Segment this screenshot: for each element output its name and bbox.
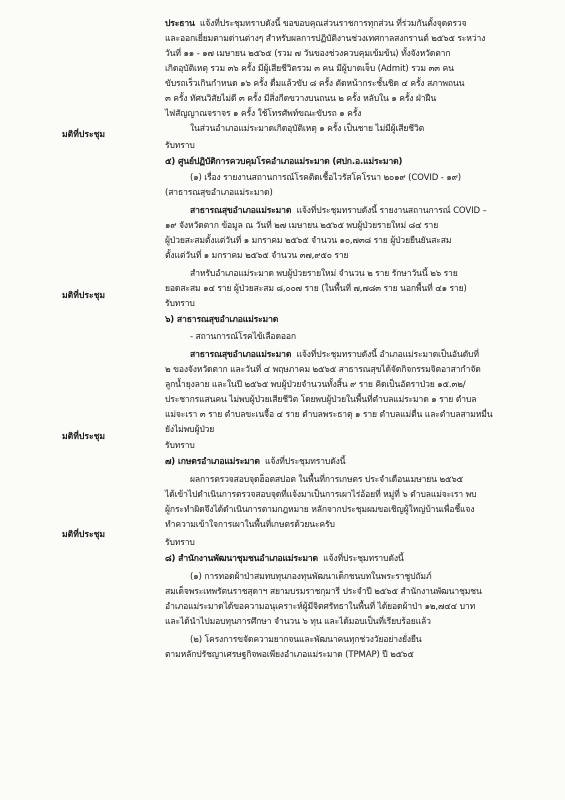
chair-line-4: เกิดอุบัติเหตุ รวม ๓๖ ครั้ง มีผู้เสียชีวิตรวม ๓ คน มีผู้บาดเจ็บ (Admit) รวม ๓๓ คน — [165, 64, 454, 74]
section-7-header — [165, 456, 345, 468]
section-6-line-6: ยังไม่พบผู้ป่วย — [165, 425, 215, 435]
section-6-bullet: - สถานการณ์โรคไข้เลือดออก — [190, 332, 296, 342]
section-8-line-6: ตามหลักปรัชญาเศรษฐกิจพอเพียงอำเภอแม่ระมาด (TPMAP) ปี ๒๕๖๕ — [165, 650, 414, 660]
ack-2: รับทราบ — [165, 299, 195, 309]
section-7-rest: แจ้งที่ประชุมทราบดังนี้ — [264, 457, 346, 467]
ack-3: รับทราบ — [165, 441, 195, 451]
section-6-text-1: แจ้งที่ประชุมทราบดังนี้ อำเภอแม่ระมาดเป็นอันดับที่ — [296, 350, 479, 360]
section-5-line-6: ยอดสะสม ๑๔ ราย ผู้ป่วยสะสม ๘,๐๐๗ ราย (ในพื้นที่ ๗,๗๘๓ ราย นอกพื้นที่ ๔๑ ราย) — [165, 284, 467, 294]
chair-lead: ประธาน — [165, 19, 195, 29]
chair-line-6: ๓ ครั้ง ทัศนวิสัยไม่ดี ๓ ครั้ง มีสิ่งกีดขวางบนถนน ๒ ครั้ง หลับใน ๑ ครั้ง ฝ่าฝืน — [165, 94, 437, 104]
resolution-label-1: มติที่ประชุม — [62, 130, 106, 140]
section-5-lead: สาธารณสุขอำเภอแม่ระมาด — [190, 206, 292, 216]
resolution-label-4: มติที่ประชุม — [62, 530, 106, 540]
section-5-line-1 — [190, 205, 487, 217]
section-6-line-4: ประชากรแสนคน ไม่พบผู้ป่วยเสียชีวิต โดยพบผู้ป่วยในพื้นที่ตำบลแม่ระมาด ๑ ราย ตำบล — [165, 395, 477, 405]
section-6-title: ๖) สาธารณสุขอำเภอแม่ระมาด — [165, 315, 279, 325]
ack-4: รับทราบ — [165, 538, 195, 548]
section-5-text-1: แจ้งที่ประชุมทราบดังนี้ รายงานสถานการณ์ COVID – — [296, 206, 487, 216]
section-7-line-4: ทำความเข้าใจการเผาในพื้นที่เกษตรด้วยนะครับ — [165, 520, 335, 530]
section-8-header — [165, 553, 404, 565]
section-7-line-3: ผู้กระทำผิดจึงได้ดำเนินการตามกฎหมาย หลักจากประชุมผมขอเชิญผู้ใหญ่บ้านเพื่อชี้แจง — [165, 505, 475, 515]
section-5-line-5: สำหรับอำเภอแม่ระมาด พบผู้ป่วยรายใหม่ จำนวน ๒ ราย รักษาวันนี้ ๒๖ ราย — [190, 269, 458, 279]
section-7-line-1: ผลการตรวจสอบจุดฮ็อตสปอต ในพื้นที่การเกษตร ประจำเดือนเมษายน ๒๕๖๕ — [190, 475, 464, 485]
section-5-line-2: ๑๙ จังหวัดตาก ข้อมูล ณ วันที่ ๒๗ เมษายน ๒๕๖๕ พบผู้ป่วยรายใหม่ ๘๔ ราย — [165, 221, 439, 231]
section-6-line-2: ๒ ของจังหวัดตาก และวันที่ ๔ พฤษภาคม ๒๕๖๕ สาธารณสุขได้จัดกิจกรรมจิตอาสากำจัด — [165, 365, 481, 375]
section-5-title: ๕) ศูนย์ปฏิบัติการควบคุมโรคอำเภอแม่ระมาด (ศปก.อ.แม่ระมาด) — [165, 157, 403, 167]
section-5-line-4: ตั้งแต่วันที่ ๑ มกราคม ๒๕๖๕ จำนวน ๓๗,๙๕๐ ราย — [165, 251, 349, 261]
chair-line-5: ขับรถเร็วเกินกำหนด ๑๖ ครั้ง ดื่มแล้วขับ ๘ ครั้ง ตัดหน้ากระชั้นชิด ๔ ครั้ง สภาพถนน — [165, 79, 465, 89]
ack-1: รับทราบ — [165, 141, 195, 151]
resolution-label-2: มติที่ประชุม — [62, 291, 106, 301]
section-8-line-4: และได้นำไปมอบทุนการศึกษา จำนวน ๖ ทุน และได้มอบเป็นที่เรียบร้อยแล้ว — [165, 617, 431, 627]
chair-line-7: ไฟสัญญาณจราจร ๑ ครั้ง ใช้โทรศัพท์ขณะขับรถ ๑ ครั้ง — [165, 109, 362, 119]
section-7-line-2: ได้เข้าไปดำเนินการตรวจสอบจุดที่แจ้งมาเป็นการเผาไร่อ้อยที่ หมู่ที่ ๖ ตำบลแม่จะเรา พบ — [165, 490, 477, 500]
chair-line-2: และออกเยี่ยมตามด่านต่างๆ สำหรับผลการปฏิบัติงานช่วงเทศกาลสงกรานต์ ๒๕๖๕ ระหว่าง — [165, 34, 486, 44]
section-6-line-3: ลูกน้ำยุงลาย และในปี ๒๕๖๕ พบผู้ป่วยจำนวนทั้งสิ้น ๙ ราย คิดเป็นอัตราป่วย ๑๕.๓๒/ — [165, 380, 466, 390]
chair-text-1: แจ้งที่ประชุมทราบดังนี้ ขอขอบคุณส่วนราชการทุกส่วน ที่ร่วมกันตั้งจุดตรวจ — [199, 19, 467, 29]
section-5-sub1: (๑) เรื่อง รายงานสถานการณ์โรคติดเชื้อไวรัสโคโรนา ๒๐๑๙ (COVID - ๑๙) — [190, 173, 461, 183]
chair-line-8: ในส่วนอำเภอแม่ระมาดเกิดอุบัติเหตุ ๑ ครั้ง เป็นชาย ไม่มีผู้เสียชีวิต — [190, 124, 425, 134]
section-6-line-5: แม่จะเรา ๓ ราย ตำบลขะเนจื้อ ๔ ราย ตำบลพระธาตุ ๑ ราย ตำบลแม่ตื่น และตำบลสามหมื่น — [165, 410, 493, 420]
resolution-label-3: มติที่ประชุม — [62, 432, 106, 442]
section-8-rest: แจ้งที่ประชุมทราบดังนี้ — [323, 554, 404, 564]
section-8-line-2: สมเด็จพระเทพรัตนราชสุดาฯ สยามบรมราชกุมารี ประจำปี ๒๕๖๕ สำนักงานพัฒนาชุมชน — [165, 587, 482, 597]
section-5-line-3: ผู้ป่วยสะสมตั้งแต่วันที่ ๑ มกราคม ๒๕๖๕ จำนวน ๑๐,๗๓๘ ราย ผู้ป่วยยืนยันสะสม — [165, 236, 452, 246]
section-5-sub1b: (สาธารณสุขอำเภอแม่ระมาด) — [165, 188, 273, 198]
section-8-line-5: (๒) โครงการขจัดความยากจนและพัฒนาคนทุกช่วงวัยอย่างยั่งยืน — [190, 635, 422, 645]
section-6-lead: สาธารณสุขอำเภอแม่ระมาด — [190, 350, 292, 360]
section-7-title: ๗) เกษตรอำเภอแม่ระมาด — [165, 457, 260, 467]
section-8-line-3: อำเภอแม่ระมาดได้ขอความอนุเคราะห์ผู้มีจิตศรัทธาในพื้นที่ ได้ยอดผ้าป่า ๑๒,๗๔๔ บาท — [165, 602, 476, 612]
section-8-line-1: (๑) การทอดผ้าป่าสมทบทุนกองทุนพัฒนาเด็กชนบทในพระราชูปถัมภ์ — [190, 572, 432, 582]
section-8-title: ๘) สำนักงานพัฒนาชุมชนอำเภอแม่ระมาด — [165, 554, 318, 564]
chair-line-1 — [165, 18, 466, 30]
section-6-line-1 — [190, 349, 479, 361]
chair-line-3: วันที่ ๑๑ - ๑๗ เมษายน ๒๕๖๕ (รวม ๗ วันของช่วงควบคุมเข้มข้น) ทั้งจังหวัดตาก — [165, 49, 451, 59]
